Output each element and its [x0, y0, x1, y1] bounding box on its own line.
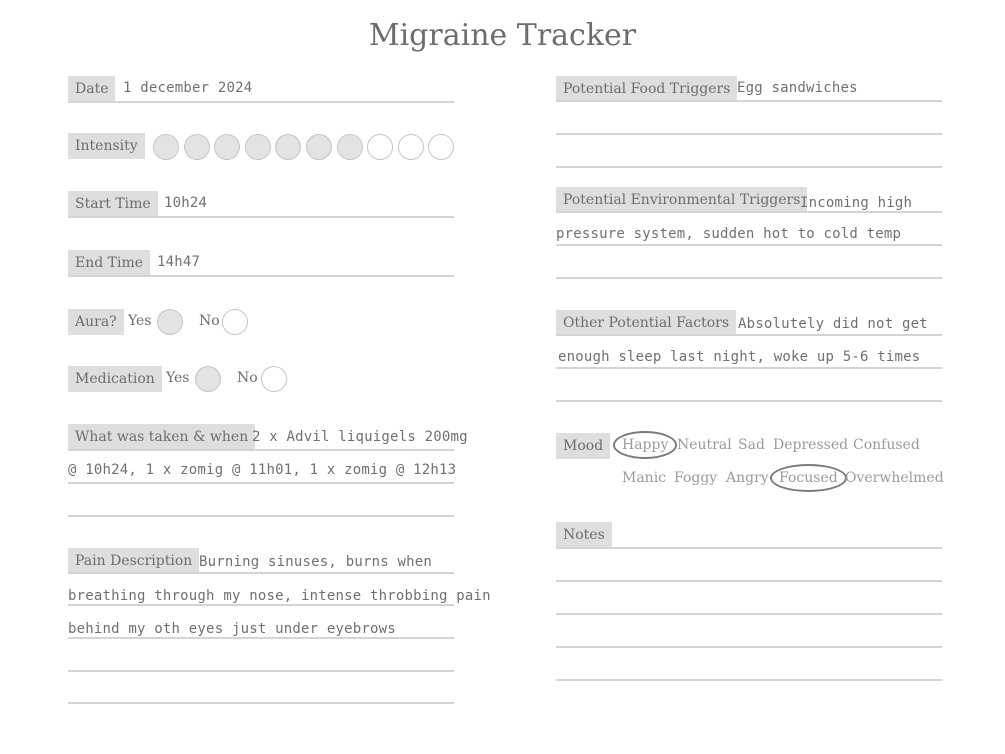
pain-rule-5	[68, 702, 454, 704]
pain-rule-4	[68, 670, 454, 672]
food-line-1[interactable]: Egg sandwiches	[737, 80, 858, 96]
medication-no-label: No	[237, 370, 258, 386]
mood-option-happy[interactable]: Happy	[622, 437, 669, 453]
date-value[interactable]: 1 december 2024	[123, 80, 253, 96]
pain-rule-3	[68, 637, 454, 639]
env-line-1[interactable]: Incoming high	[800, 195, 913, 211]
intensity-dot-5[interactable]	[275, 134, 301, 160]
aura-label: Aura?	[68, 309, 124, 335]
env-rule-2	[556, 244, 942, 246]
intensity-dot-3[interactable]	[214, 134, 240, 160]
taken-rule-3	[68, 515, 454, 517]
intensity-dot-2[interactable]	[184, 134, 210, 160]
end-time-value[interactable]: 14h47	[157, 254, 201, 270]
intensity-label: Intensity	[68, 133, 145, 159]
env-rule-1	[556, 211, 942, 213]
aura-yes-radio[interactable]	[157, 309, 183, 335]
notes-rule-3	[556, 613, 942, 615]
aura-no-radio[interactable]	[222, 309, 248, 335]
other-rule-1	[556, 334, 942, 336]
pain-label: Pain Description	[68, 548, 199, 574]
env-label: Potential Environmental Triggers	[556, 187, 807, 213]
intensity-dot-7[interactable]	[337, 134, 363, 160]
notes-rule-4	[556, 646, 942, 648]
mood-option-angry[interactable]: Angry	[726, 470, 769, 486]
mood-option-focused[interactable]: Focused	[779, 470, 838, 486]
start-time-label: Start Time	[68, 191, 158, 217]
mood-label: Mood	[556, 433, 610, 459]
intensity-dot-1[interactable]	[153, 134, 179, 160]
other-rule-2	[556, 367, 942, 369]
mood-option-depressed[interactable]: Depressed	[773, 437, 849, 453]
medication-no-radio[interactable]	[261, 366, 287, 392]
food-rule-1	[556, 100, 942, 102]
mood-option-foggy[interactable]: Foggy	[674, 470, 718, 486]
start-time-value[interactable]: 10h24	[164, 195, 208, 211]
pain-rule-1	[68, 572, 454, 574]
food-rule-3	[556, 166, 942, 168]
intensity-dot-4[interactable]	[245, 134, 271, 160]
mood-option-confused[interactable]: Confused	[853, 437, 920, 453]
notes-label: Notes	[556, 522, 612, 548]
food-rule-2	[556, 133, 942, 135]
taken-rule-1	[68, 449, 454, 451]
taken-line-2[interactable]: @ 10h24, 1 x zomig @ 11h01, 1 x zomig @ 12h13	[68, 462, 457, 478]
end-time-label: End Time	[68, 250, 150, 276]
other-line-1[interactable]: Absolutely did not get	[738, 316, 928, 332]
food-label: Potential Food Triggers	[556, 76, 737, 102]
pain-line-2[interactable]: breathing through my nose, intense throbbing pain	[68, 588, 491, 604]
taken-line-1[interactable]: 2 x Advil liquigels 200mg	[252, 429, 468, 445]
pain-line-1[interactable]: Burning sinuses, burns when	[199, 554, 432, 570]
other-rule-3	[556, 400, 942, 402]
pain-line-3[interactable]: behind my oth eyes just under eyebrows	[68, 621, 396, 637]
intensity-dot-6[interactable]	[306, 134, 332, 160]
taken-rule-2	[68, 482, 454, 484]
medication-yes-label: Yes	[166, 370, 190, 386]
mood-option-manic[interactable]: Manic	[622, 470, 667, 486]
medication-yes-radio[interactable]	[195, 366, 221, 392]
other-line-2[interactable]: enough sleep last night, woke up 5-6 times	[558, 349, 921, 365]
date-line	[68, 101, 454, 103]
page-title: Migraine Tracker	[368, 18, 637, 53]
mood-option-sad[interactable]: Sad	[738, 437, 765, 453]
date-label: Date	[68, 76, 115, 102]
mood-option-overwhelmed[interactable]: Overwhelmed	[845, 470, 944, 486]
notes-rule-2	[556, 580, 942, 582]
intensity-dot-10[interactable]	[428, 134, 454, 160]
intensity-dot-9[interactable]	[398, 134, 424, 160]
notes-rule-5	[556, 679, 942, 681]
other-label: Other Potential Factors	[556, 310, 736, 336]
aura-no-label: No	[199, 313, 220, 329]
env-rule-3	[556, 277, 942, 279]
intensity-dot-8[interactable]	[367, 134, 393, 160]
notes-rule-1	[556, 547, 942, 549]
mood-option-neutral[interactable]: Neutral	[677, 437, 732, 453]
medication-label: Medication	[68, 366, 162, 392]
aura-yes-label: Yes	[128, 313, 152, 329]
start-time-line	[68, 216, 454, 218]
env-line-2[interactable]: pressure system, sudden hot to cold temp	[556, 226, 902, 242]
pain-rule-2	[68, 604, 454, 606]
taken-label: What was taken & when	[68, 424, 255, 450]
end-time-line	[68, 275, 454, 277]
